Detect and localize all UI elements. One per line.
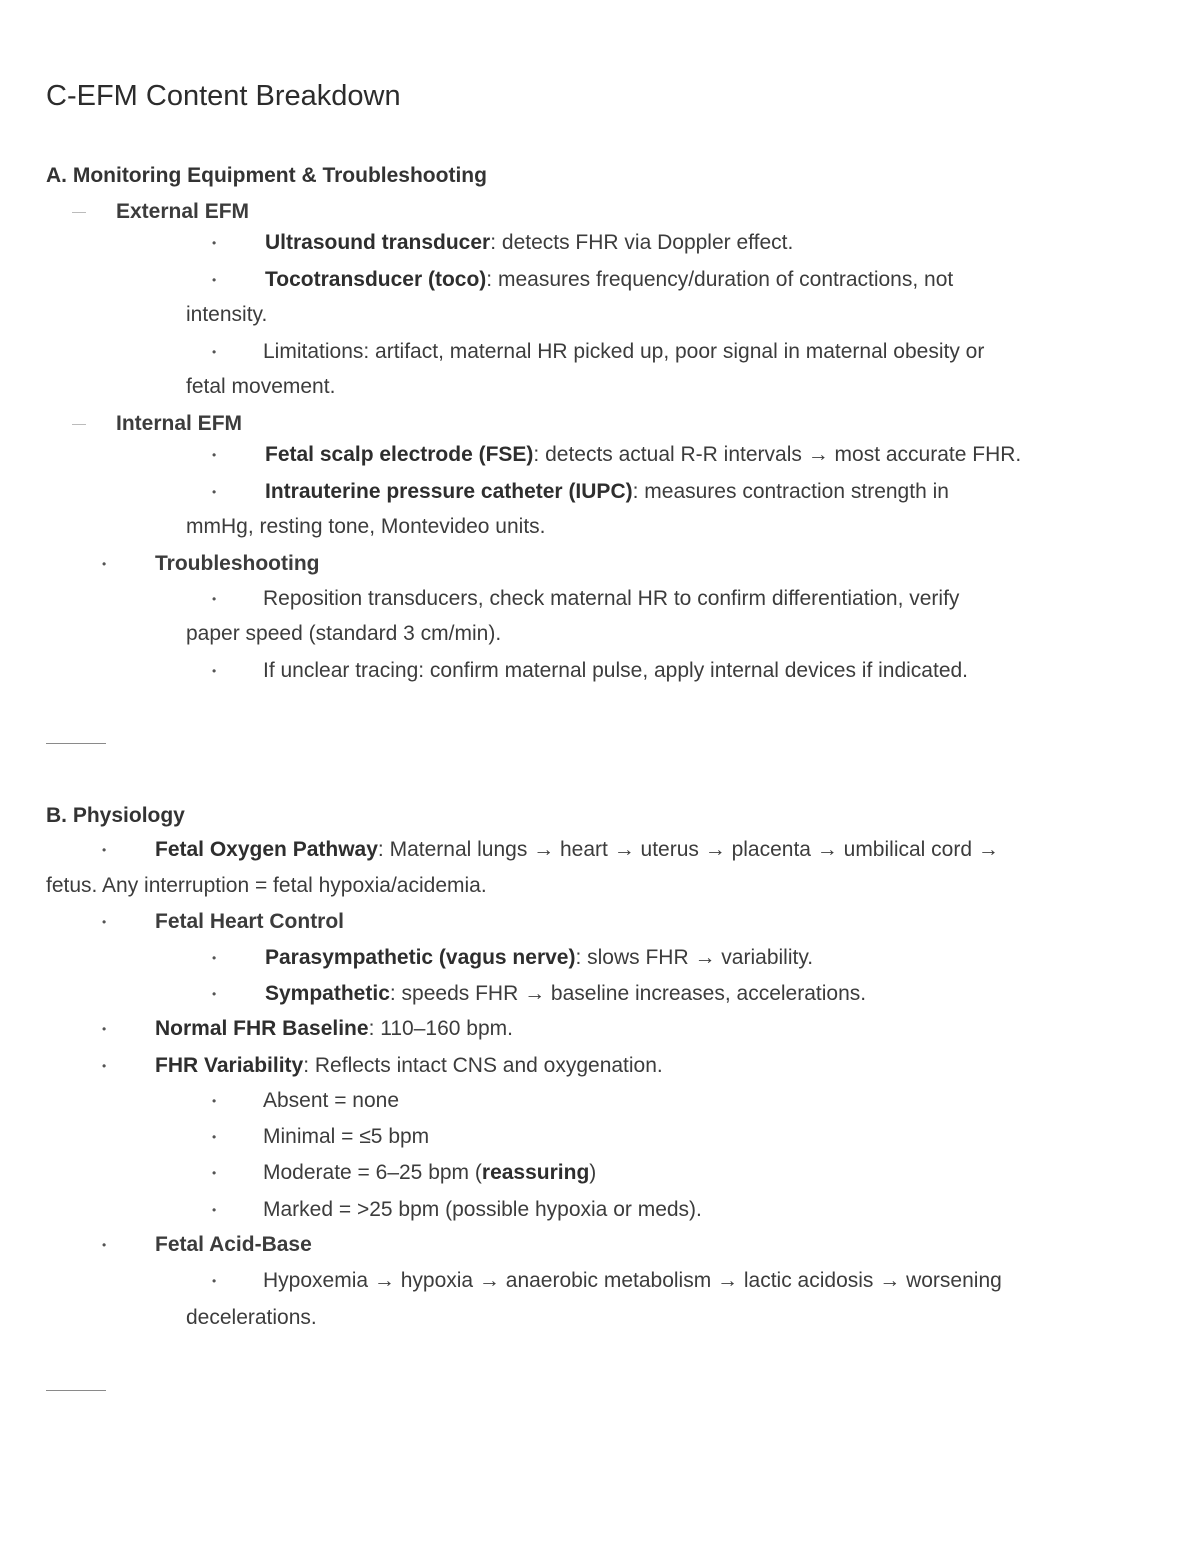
bullet-icon: • [212, 664, 217, 678]
bullet-icon: • [212, 273, 217, 287]
list-item: Limitations: artifact, maternal HR picked up, poor signal in maternal obesity or [263, 340, 985, 363]
list-item: Marked = >25 bpm (possible hypoxia or meds). [263, 1198, 702, 1221]
subheading-internal-efm: Internal EFM [116, 412, 243, 435]
bullet-icon: • [102, 843, 107, 857]
page-title: C-EFM Content Breakdown [46, 80, 401, 112]
list-item-continued: intensity. [186, 303, 268, 326]
list-item: Absent = none [263, 1089, 400, 1112]
bullet-icon: • [212, 236, 217, 250]
bullet-icon: • [212, 592, 217, 606]
list-item: Fetal scalp electrode (FSE): detects actual R-R intervals → most accurate FHR. [265, 443, 1022, 466]
bullet-icon: • [102, 1022, 107, 1036]
list-item: FHR Variability: Reflects intact CNS and oxygenation. [155, 1054, 663, 1077]
list-item: If unclear tracing: confirm maternal pulse, apply internal devices if indicated. [263, 659, 969, 682]
bullet-icon: • [212, 1166, 217, 1180]
subheading-heart-control: Fetal Heart Control [155, 910, 345, 933]
section-heading-a: A. Monitoring Equipment & Troubleshooting [46, 164, 487, 187]
dash-marker [72, 424, 86, 425]
subheading-external-efm: External EFM [116, 200, 250, 223]
bullet-icon: • [212, 1094, 217, 1108]
bullet-icon: • [212, 951, 217, 965]
bullet-icon: • [212, 485, 217, 499]
list-item: Fetal Oxygen Pathway: Maternal lungs → heart → uterus → placenta → umbilical cord → [155, 838, 999, 861]
list-item: Sympathetic: speeds FHR → baseline increases, accelerations. [265, 982, 867, 1005]
bullet-icon: • [212, 345, 217, 359]
list-item: Ultrasound transducer: detects FHR via Doppler effect. [265, 231, 794, 254]
list-item-continued: fetus. Any interruption = fetal hypoxia/acidemia. [46, 874, 487, 897]
dash-marker [72, 212, 86, 213]
section-divider [46, 1390, 106, 1391]
list-item: Intrauterine pressure catheter (IUPC): measures contraction strength in [265, 480, 949, 503]
bullet-icon: • [212, 1274, 217, 1288]
bullet-icon: • [212, 987, 217, 1001]
list-item: Minimal = ≤5 bpm [263, 1125, 430, 1148]
list-item: Reposition transducers, check maternal HR to confirm differentiation, verify [263, 587, 960, 610]
list-item: Moderate = 6–25 bpm (reassuring) [263, 1161, 597, 1184]
section-divider [46, 743, 106, 744]
section-heading-b: B. Physiology [46, 804, 185, 827]
bullet-icon: • [212, 1203, 217, 1217]
list-item: Hypoxemia → hypoxia → anaerobic metabolism → lactic acidosis → worsening [263, 1269, 1002, 1292]
list-item-continued: paper speed (standard 3 cm/min). [186, 622, 502, 645]
list-item: Tocotransducer (toco): measures frequency/duration of contractions, not [265, 268, 954, 291]
list-item: Normal FHR Baseline: 110–160 bpm. [155, 1017, 513, 1040]
bullet-icon: • [212, 448, 217, 462]
bullet-icon: • [102, 557, 107, 571]
bullet-icon: • [102, 915, 107, 929]
bullet-icon: • [212, 1130, 217, 1144]
list-item-continued: decelerations. [186, 1306, 317, 1329]
list-item-continued: mmHg, resting tone, Montevideo units. [186, 515, 546, 538]
list-item-continued: fetal movement. [186, 375, 336, 398]
subheading-acid-base: Fetal Acid-Base [155, 1233, 312, 1256]
bullet-icon: • [102, 1059, 107, 1073]
subheading-troubleshooting: Troubleshooting [155, 552, 320, 575]
bullet-icon: • [102, 1238, 107, 1252]
list-item: Parasympathetic (vagus nerve): slows FHR → variability. [265, 946, 814, 969]
